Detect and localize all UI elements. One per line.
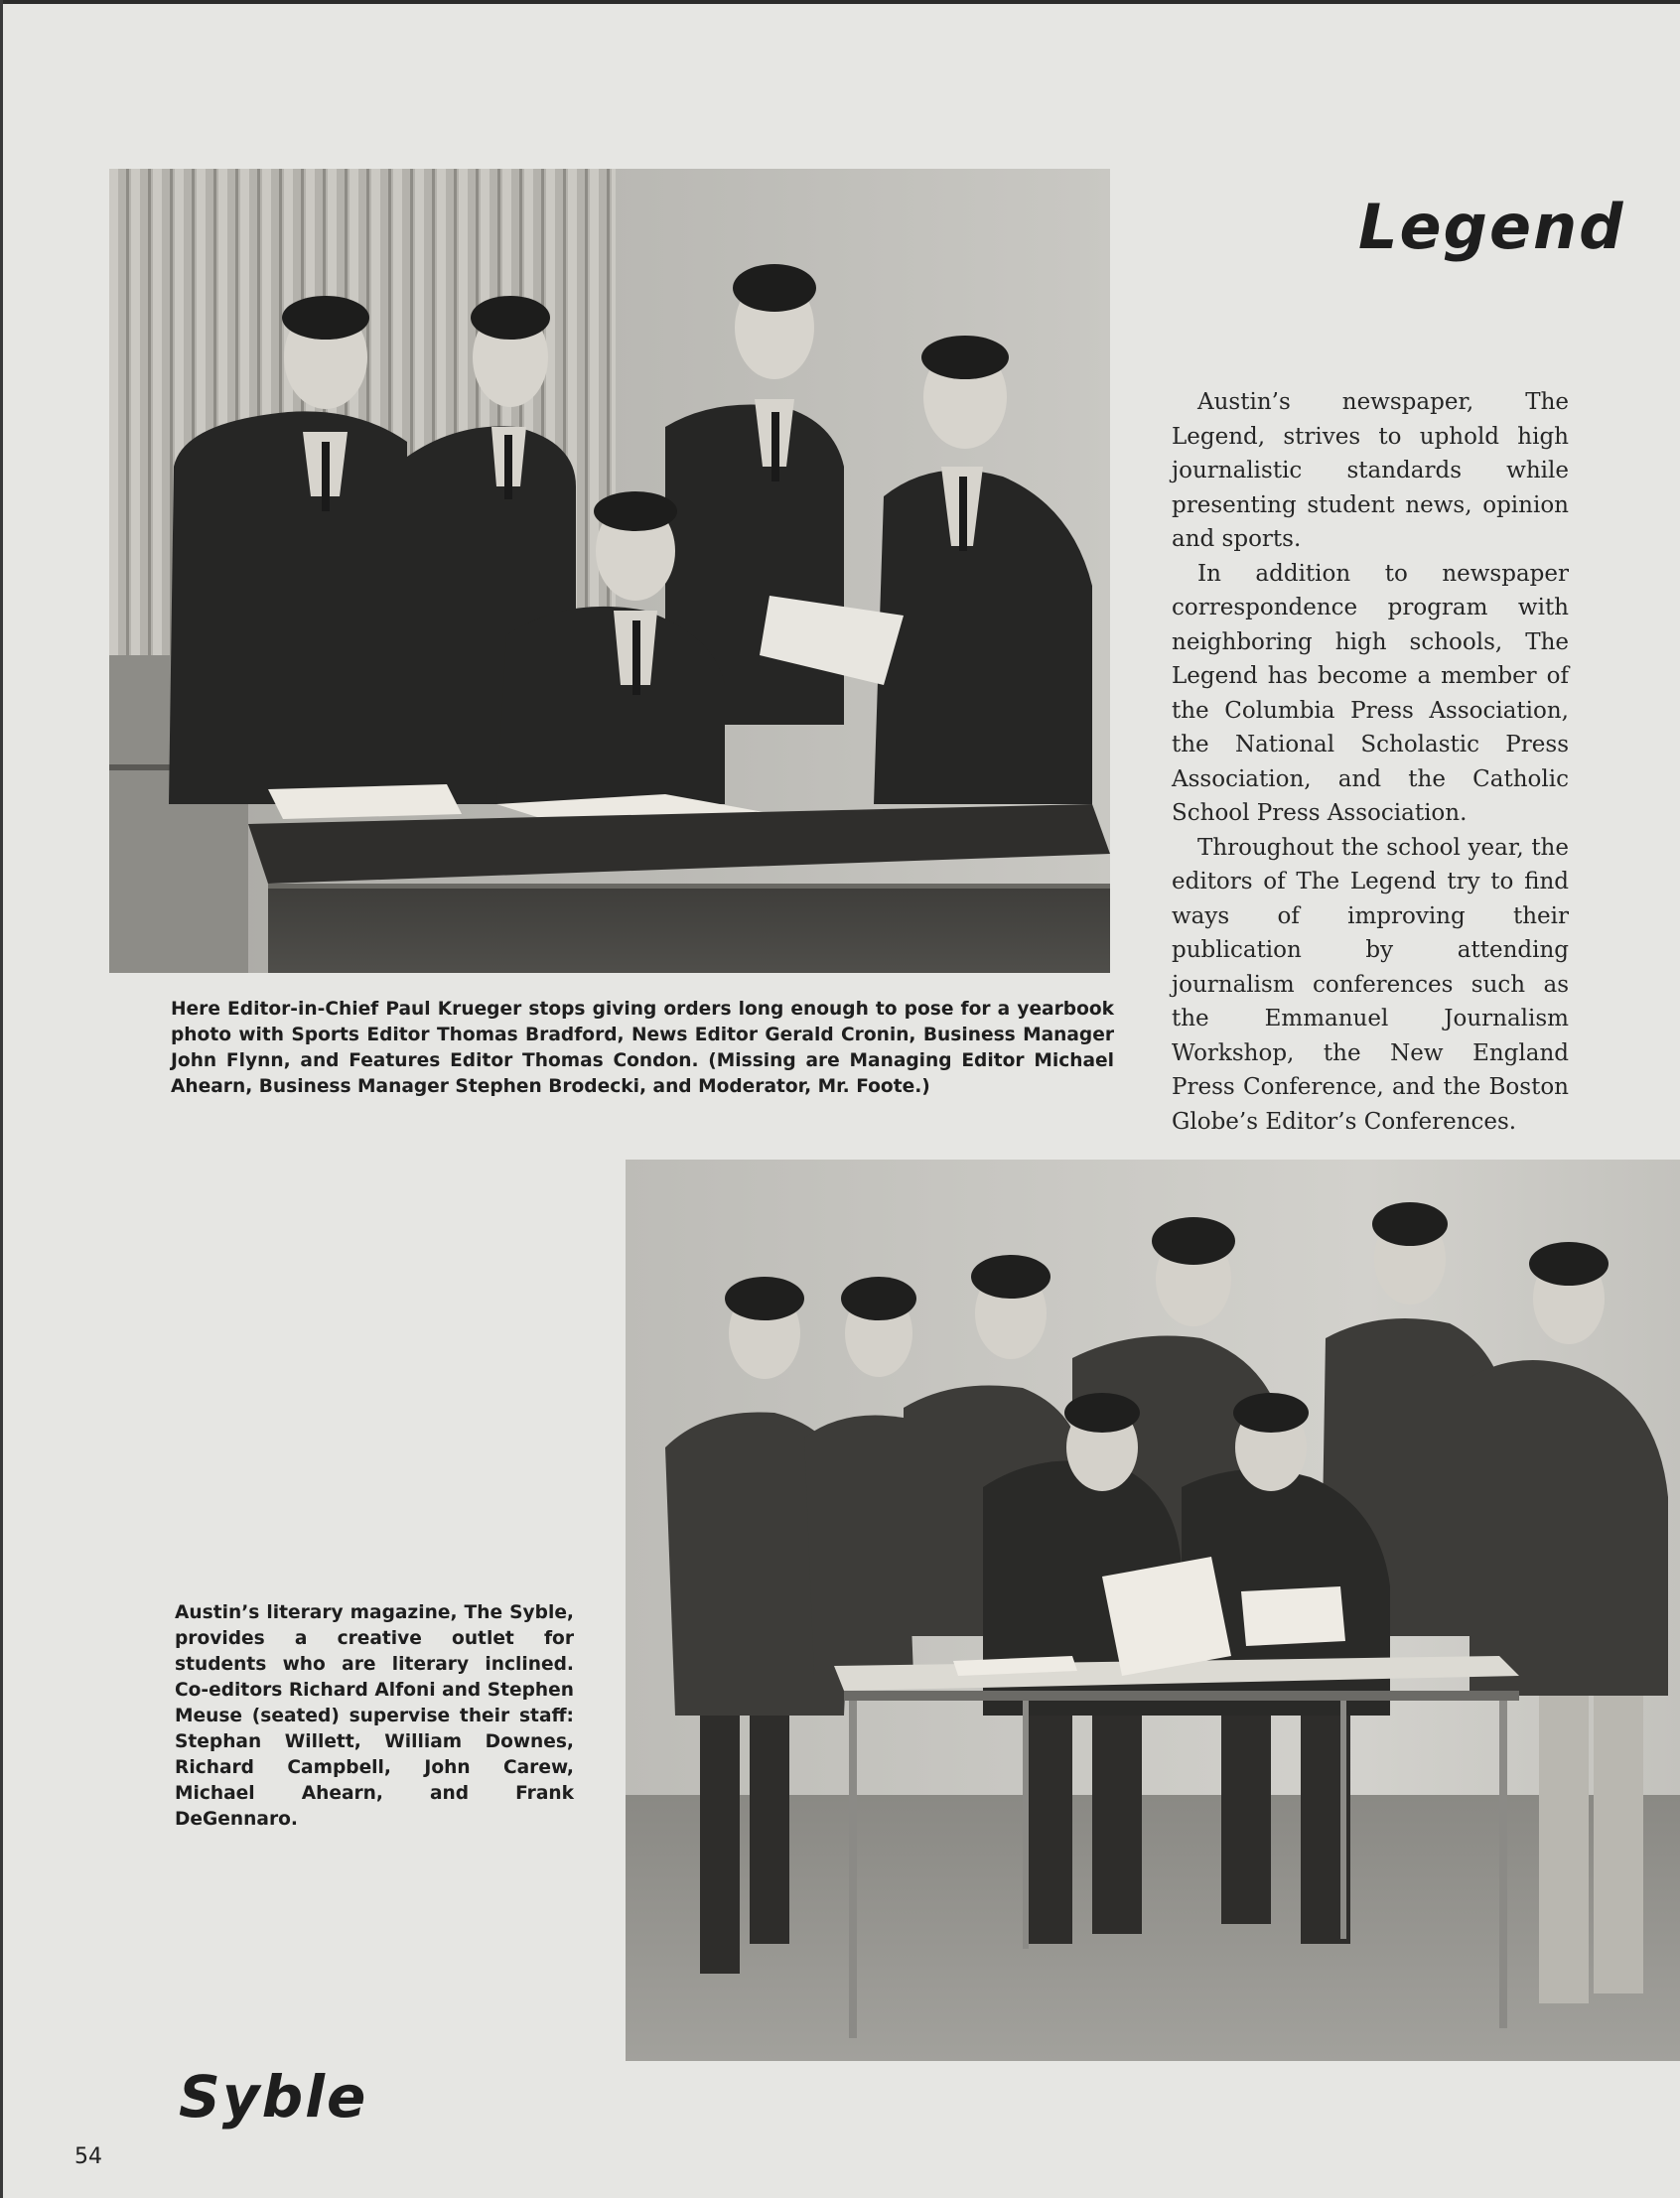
legend-paragraph: Throughout the school year, the editors of The Legend try to find ways of improving their publication by attending journalism conferences such as the Emmanuel Journalism Workshop, the New England Press Conference, and the Boston Globe’s Editor’s Conferences.: [1172, 834, 1569, 1135]
page-edge-top: [0, 0, 1680, 4]
legend-photo-caption: Here Editor-in-Chief Paul Krueger stops giving orders long enough to pose for a yearbook photo with Sports Editor Thomas Bradford, News Editor Gerald Cronin, Business Manager John Flynn, and Features Editor Thomas Condon. (Missing are Managing Editor Michael Ahearn, Business Manager Stephen Brodecki, and Moderator, Mr. Foote.): [171, 999, 1114, 1097]
syble-staff-photo: [626, 1160, 1680, 2061]
legend-staff-photo: [109, 169, 1110, 973]
syble-heading: Syble: [179, 2063, 368, 2131]
syble-photo-caption: Austin’s literary magazine, The Syble, provides a creative outlet for students who are literary inclined. Co-editors Richard Alfoni and Stephen Meuse (seated) supervise their staff: Stephan Willett, William Downes, Richard Campbell, John Carew, Michael Ahearn, and Frank DeGennaro.: [175, 1602, 574, 1830]
page-edge-left: [0, 0, 3, 2198]
legend-paragraph: Austin’s newspaper, The Legend, strives to uphold high journalistic standards while presenting student news, opinion and sports.: [1172, 389, 1569, 552]
legend-article: [1172, 385, 1569, 1139]
page-number: 54: [74, 2144, 102, 2169]
legend-paragraph: In addition to newspaper correspondence program with neighboring high schools, The Legend has become a member of the Columbia Press Association, the National Scholastic Press Association, and the Catholic School Press Association.: [1172, 560, 1569, 826]
legend-heading: Legend: [1358, 190, 1625, 263]
